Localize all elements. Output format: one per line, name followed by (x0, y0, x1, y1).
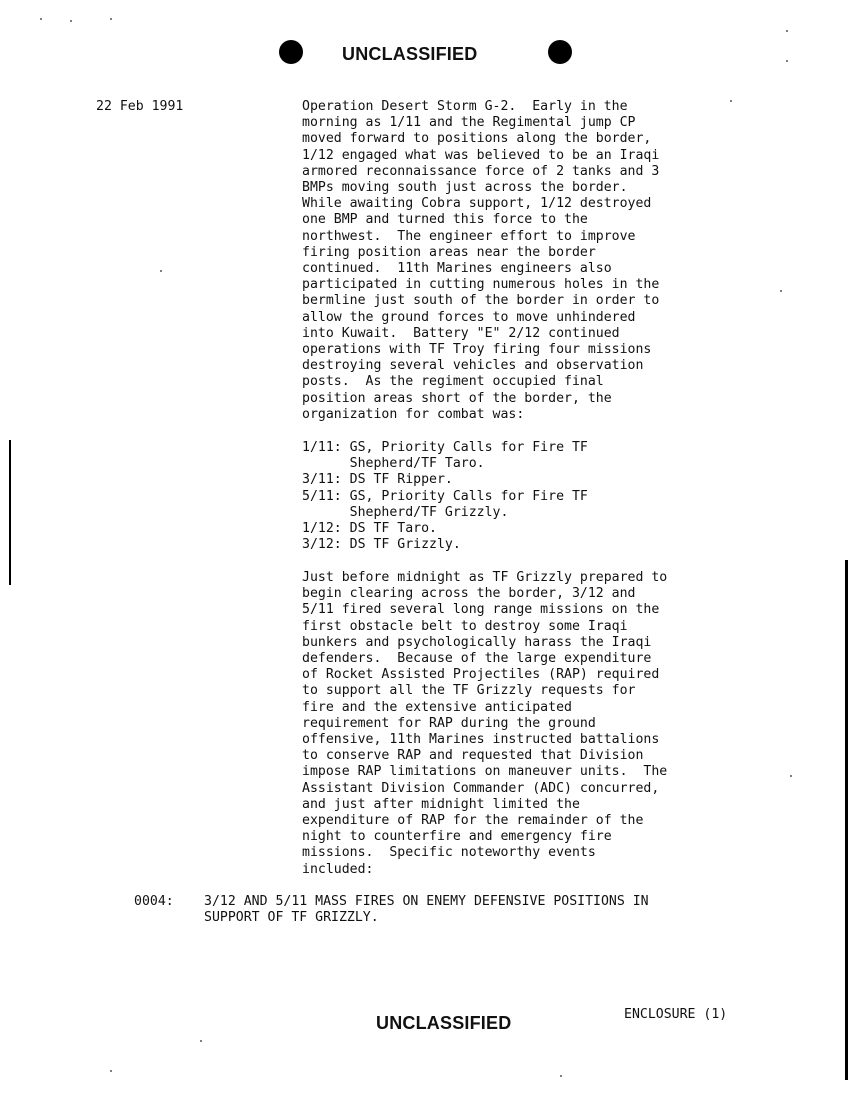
scan-speck (200, 1040, 202, 1042)
paragraph-line: included: (302, 861, 374, 877)
paragraph-line: into Kuwait. Battery "E" 2/12 continued (302, 325, 620, 341)
paragraph-1 (302, 99, 659, 423)
organization-line: 3/12: DS TF Grizzly. (302, 537, 461, 553)
paragraph-line: and just after midnight limited the (302, 796, 580, 812)
paragraph-line: bermline just south of the border in order to (302, 293, 660, 309)
scan-speck (786, 60, 788, 62)
paragraph-line: of Rocket Assisted Projectiles (RAP) required (302, 667, 660, 683)
organization-line: Shepherd/TF Taro. (302, 456, 485, 472)
scan-speck (786, 30, 788, 32)
paragraph-line: position areas short of the border, the (302, 390, 612, 406)
paragraph-line: BMPs moving south just across the border. (302, 180, 628, 196)
organization-line: 1/12: DS TF Taro. (302, 521, 437, 537)
scan-speck (110, 18, 112, 20)
scan-speck (110, 1070, 112, 1072)
paragraph-line: allow the ground forces to move unhindered (302, 309, 636, 325)
scan-speck (790, 775, 792, 777)
classification-dot-left (279, 40, 303, 64)
paragraph-line: defenders. Because of the large expenditure (302, 651, 652, 667)
organization-line: 1/11: GS, Priority Calls for Fire TF (302, 440, 588, 455)
scan-edge-left (9, 440, 11, 585)
scan-speck (160, 270, 162, 272)
paragraph-line: Operation Desert Storm G-2. Early in the (302, 99, 628, 114)
paragraph-line: continued. 11th Marines engineers also (302, 261, 612, 277)
scan-speck (560, 1075, 562, 1077)
paragraph-line: to conserve RAP and requested that Division (302, 748, 644, 764)
event-text (204, 894, 649, 926)
scan-speck (780, 290, 782, 292)
footer-classification: UNCLASSIFIED (376, 1013, 512, 1033)
paragraph-line: morning as 1/11 and the Regimental jump CP (302, 115, 636, 131)
paragraph-line: Assistant Division Commander (ADC) concurred, (302, 780, 660, 796)
paragraph-line: missions. Specific noteworthy events (302, 845, 596, 861)
paragraph-line: to support all the TF Grizzly requests for (302, 683, 636, 699)
scan-edge-right (845, 560, 848, 1080)
enclosure-label: ENCLOSURE (1) (624, 1007, 728, 1022)
event-line: 3/12 AND 5/11 MASS FIRES ON ENEMY DEFENSIVE POSITIONS IN (204, 894, 649, 909)
classification-dot-right (548, 40, 572, 64)
paragraph-line: posts. As the regiment occupied final (302, 374, 604, 390)
entry-date: 22 Feb 1991 (96, 99, 184, 114)
paragraph-line: operations with TF Troy firing four missions (302, 342, 652, 358)
paragraph-line: organization for combat was: (302, 406, 525, 422)
organization-line: Shepherd/TF Grizzly. (302, 504, 509, 520)
header-classification: UNCLASSIFIED (342, 44, 478, 64)
paragraph-2 (302, 570, 667, 878)
organization-line: 3/11: DS TF Ripper. (302, 472, 453, 488)
event-time: 0004: (134, 894, 174, 909)
paragraph-line: 1/12 engaged what was believed to be an Iraqi (302, 147, 660, 163)
scan-speck (70, 20, 72, 22)
paragraph-line: requirement for RAP during the ground (302, 715, 596, 731)
paragraph-line: Just before midnight as TF Grizzly prepared to (302, 570, 668, 585)
paragraph-line: expenditure of RAP for the remainder of the (302, 813, 644, 829)
paragraph-line: fire and the extensive anticipated (302, 699, 572, 715)
paragraph-line: bunkers and psychologically harass the Iraqi (302, 634, 652, 650)
scan-speck (40, 18, 42, 20)
paragraph-line: firing position areas near the border (302, 244, 596, 260)
organization-line: 5/11: GS, Priority Calls for Fire TF (302, 488, 588, 504)
scan-speck (730, 100, 732, 102)
paragraph-line: While awaiting Cobra support, 1/12 destroyed (302, 196, 652, 212)
event-line: SUPPORT OF TF GRIZZLY. (204, 910, 379, 926)
paragraph-line: one BMP and turned this force to the (302, 212, 588, 228)
paragraph-line: offensive, 11th Marines instructed battalions (302, 732, 660, 748)
paragraph-line: night to counterfire and emergency fire (302, 829, 612, 845)
paragraph-line: participated in cutting numerous holes in the (302, 277, 660, 293)
paragraph-line: 5/11 fired several long range missions on the (302, 602, 660, 618)
paragraph-line: destroying several vehicles and observation (302, 358, 644, 374)
paragraph-line: northwest. The engineer effort to improve (302, 228, 636, 244)
paragraph-line: begin clearing across the border, 3/12 and (302, 586, 636, 602)
organization-list (302, 440, 588, 553)
paragraph-line: first obstacle belt to destroy some Iraqi (302, 618, 628, 634)
paragraph-line: moved forward to positions along the border, (302, 131, 652, 147)
paragraph-line: armored reconnaissance force of 2 tanks and 3 (302, 163, 660, 179)
paragraph-line: impose RAP limitations on maneuver units. The (302, 764, 668, 780)
